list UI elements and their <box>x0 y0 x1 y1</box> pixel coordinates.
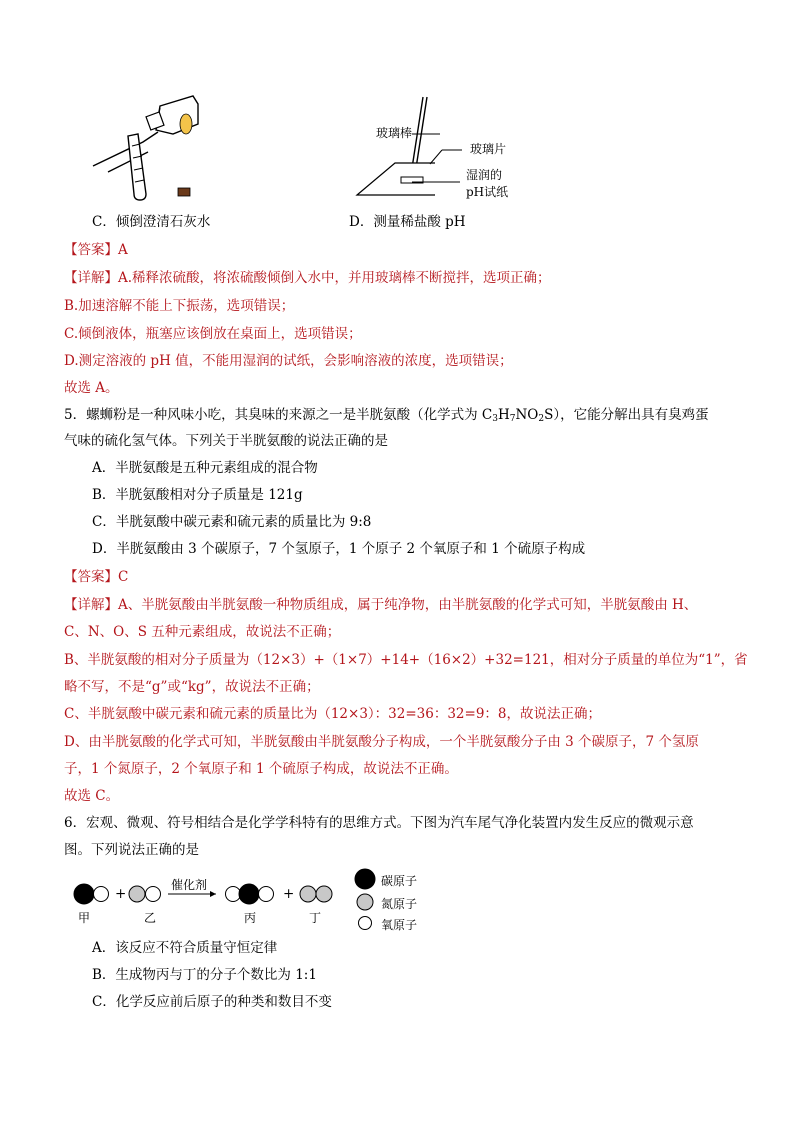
q5-detail-7: 子，1 个氮原子，2 个氧原子和 1 个硫原子构成，故说法不正确。 <box>64 761 458 777</box>
q5-detail-4: 略不写，不是“g”或“kg”，故说法不正确； <box>64 679 320 695</box>
q4-conclusion: 故选 A。 <box>64 380 119 396</box>
q5-conclusion: 故选 C。 <box>64 788 120 804</box>
jia-oxygen-atom <box>94 887 109 902</box>
label-yi: 乙 <box>144 911 157 925</box>
q5-option-b: B．半胱氨酸相对分子质量是 121g <box>92 487 303 503</box>
glass-plate-label: 玻璃片 <box>470 142 507 156</box>
label-jia: 甲 <box>78 911 91 925</box>
q4-detail-2: B.加速溶解不能上下振荡，选项错误； <box>64 298 295 314</box>
glass-rod-label: 玻璃棒 <box>376 126 413 140</box>
q4-answer: 【答案】A <box>64 242 128 258</box>
q6-option-a: A．该反应不符合质量守恒定律 <box>92 940 278 956</box>
q4-detail-1: 【详解】A.稀释浓硫酸，将浓硫酸倾倒入水中，并用玻璃棒不断搅拌，选项正确； <box>64 270 551 286</box>
legend-carbon-atom <box>355 869 375 889</box>
atom-legend <box>352 868 378 932</box>
label-ding: 丁 <box>309 911 322 925</box>
q5-option-d: D．半胱氨酸由 3 个碳原子，7 个氢原子，1 个原子 2 个氧原子和 1 个硫原子构成 <box>92 541 586 557</box>
legend-nitrogen-atom <box>357 894 373 910</box>
legend-oxygen-atom <box>359 917 372 930</box>
q5-detail-6: D、由半胱氨酸的化学式可知，半胱氨酸由半胱氨酸分子构成，一个半胱氨酸分子由 3 个碳原子，7 个氢原 <box>64 734 699 750</box>
legend-carbon-label: 碳原子 <box>381 874 418 888</box>
q5-stem-2: 气味的硫化氢气体。下列关于半胱氨酸的说法正确的是 <box>64 433 388 449</box>
q6-stem-2: 图。下列说法正确的是 <box>64 842 199 858</box>
wet-paper-label-2: pH试纸 <box>466 185 509 199</box>
q5-detail-1: 【详解】A、半胱氨酸由半胱氨酸一种物质组成，属于纯净物，由半胱氨酸的化学式可知，半胱氨酸由 H、 <box>64 597 698 613</box>
q4-option-c: C．倾倒澄清石灰水 <box>92 214 211 230</box>
q5-detail-2: C、N、O、S 五种元素组成，故说法不正确； <box>64 624 341 640</box>
ding-nitrogen-atom-right <box>316 886 332 902</box>
ding-nitrogen-atom-left <box>300 886 316 902</box>
legend-nitrogen-label: 氮原子 <box>381 897 418 911</box>
q4-option-d: D．测量稀盐酸 pH <box>349 214 466 230</box>
plus-sign-1: + <box>115 886 127 902</box>
plus-sign-2: + <box>283 886 295 902</box>
bing-oxygen-atom-left <box>226 887 241 902</box>
q4-detail-4: D.测定溶液的 pH 值，不能用湿润的试纸，会影响溶液的浓度，选项错误； <box>64 353 513 369</box>
q5-option-c: C．半胱氨酸中碳元素和硫元素的质量比为 9:8 <box>92 514 372 530</box>
bing-carbon-atom <box>239 884 259 904</box>
q5-option-a: A．半胱氨酸是五种元素组成的混合物 <box>92 460 318 476</box>
q4-detail-3: C.倾倒液体，瓶塞应该倒放在桌面上，选项错误； <box>64 326 362 342</box>
q6-option-c: C．化学反应前后原子的种类和数目不变 <box>92 994 332 1010</box>
label-bing: 丙 <box>244 911 257 925</box>
catalyst-label: 催化剂 <box>171 878 208 892</box>
jia-carbon-atom <box>74 884 94 904</box>
q6-option-b: B．生成物丙与丁的分子个数比为 1:1 <box>92 967 317 983</box>
q6-stem-1: 6．宏观、微观、符号相结合是化学学科特有的思维方式。下图为汽车尾气净化装置内发生反应的微观示意 <box>64 815 694 831</box>
bing-oxygen-atom-right <box>259 887 274 902</box>
q5-detail-3: B、半胱氨酸的相对分子质量为（12×3）+（1×7）+14+（16×2）+32=121，相对分子质量的单位为“1”，省 <box>64 652 748 668</box>
wet-paper-label-1: 湿润的 <box>466 168 503 182</box>
yi-nitrogen-atom <box>129 886 145 902</box>
q5-answer: 【答案】C <box>64 569 129 585</box>
legend-oxygen-label: 氧原子 <box>381 918 418 932</box>
pouring-lime-water-figure <box>88 94 208 204</box>
q5-detail-5: C、半胱氨酸中碳元素和硫元素的质量比为（12×3）：32=36：32=9：8，故说法正确； <box>64 706 601 722</box>
q5-stem-1: 5．螺蛳粉是一种风味小吃，其臭味的来源之一是半胱氨酸（化学式为 $C_3H_7NO_2S$），它能分解出具有臭鸡蛋 <box>64 407 709 424</box>
yi-oxygen-atom <box>146 887 161 902</box>
